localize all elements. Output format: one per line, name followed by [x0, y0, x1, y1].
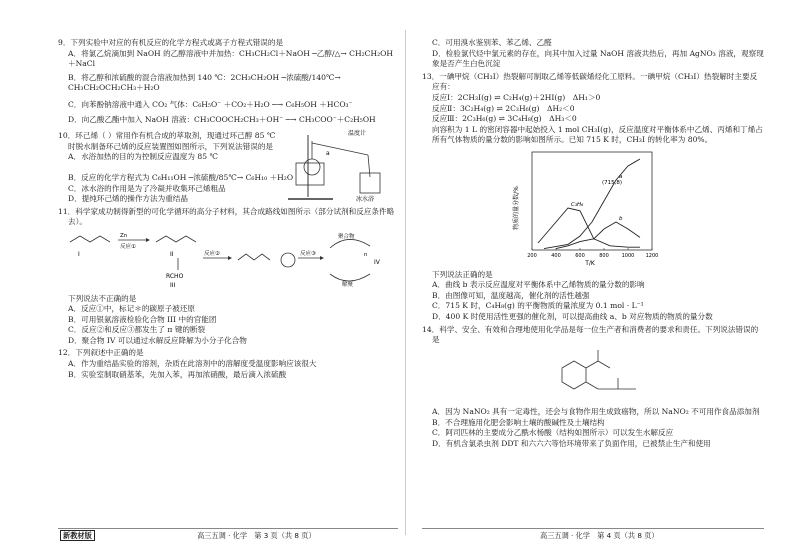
scheme-label-iv: IV: [374, 258, 380, 266]
scheme-label-ii: II: [170, 250, 174, 258]
q11-option-b: B．可用银氨溶液检验化合物 III 中的官能团: [68, 314, 217, 324]
aspirin-structure-figure: [422, 346, 764, 404]
q11-option-d: D．聚合物 IV 可以通过水解反应降解为小分子化合物: [68, 335, 247, 345]
temperature-fraction-chart: [422, 146, 764, 266]
q12-option-a: A．作为重结晶实验的溶剂，杂质在此溶剂中的溶解度受温度影响应该很大: [68, 359, 317, 369]
q11-stem: 11．科学家成功制得新型的可化学循环的高分子材料，其合成路线如图所示（部分试剂和反应条件略去）。: [58, 206, 395, 227]
q10-option-d: D．提纯环己烯的操作方法为重结晶: [68, 194, 188, 204]
q10-option-a: A．水浴加热的目的为控制反应温度为 85 ℃: [68, 152, 218, 162]
series-label-2: b: [619, 215, 623, 222]
question-11: [58, 207, 398, 347]
scheme-label-poly: 聚合物: [338, 233, 355, 240]
right-column: [422, 38, 764, 451]
q10-stem: 10．环己烯（ ）常用作有机合成的萃取剂，现通过环己醇 85 ℃时脱水制备环己烯的反应装置图如图所示，下列说法错误的是: [58, 131, 276, 151]
scheme-label-r2: 反应②: [204, 250, 220, 257]
q13-option-a: A．曲线 b 表示反应温度对平衡体系中乙烯物质的量分数的影响: [432, 280, 645, 290]
q13-info: 向容积为 1 L 的密闭容器中起始投入 1 mol CH₃I(g)，反应温度对平衡体系中乙烯、丙烯和丁烯占所有气体物质的量分数的影响如图所示。已知 715 K 时，CH₃I 的转化率为 80%。: [432, 124, 763, 145]
question-10: [58, 131, 398, 205]
series-label-1: a: [619, 173, 623, 180]
q9-option-c: C．向苯酚钠溶液中通入 CO₂ 气体：C₆H₅O⁻ ＋CO₂＋H₂O ─→ C₆H₅OH ＋HCO₃⁻: [68, 99, 353, 109]
q10-option-b: B．反应的化学方程式为 C₆H₁₁OH ─浓硫酸/85℃→ C₆H₁₀ ＋H₂O: [68, 172, 294, 182]
x-tick-label: 400: [551, 252, 561, 259]
x-tick-label: 200: [527, 252, 537, 259]
left-footer: [60, 531, 316, 541]
right-footer: [540, 531, 659, 541]
q9-stem: 9．下列实验中对应的有机反应的化学方程式或离子方程式错误的是: [58, 38, 284, 47]
scheme-label-iii: III: [170, 281, 176, 289]
q14-stem: 14．科学、安全、有效和合理地使用化学品是每一位生产者和消费者的要求和责任。下列说法错误的是: [422, 324, 759, 345]
left-footer-rule: [58, 528, 398, 529]
q9-option-a: A．将氯乙烷滴加到 NaOH 的乙醇溶液中并加热：CH₃CH₂Cl＋NaOH ─乙醇/△→ CH₂CH₂OH＋NaCl: [68, 48, 393, 69]
q9-option-b: B．将乙醇和浓硫酸的混合溶液加热到 140 ℃：2CH₃CH₂OH ─浓硫酸/140℃→ CH₃CH₂OCH₂CH₃＋H₂O: [68, 72, 341, 93]
scheme-label-i: I: [78, 250, 80, 258]
series-line-2: [556, 222, 640, 249]
column-divider: [405, 30, 406, 535]
scheme-label-zn: Zn: [120, 232, 128, 239]
q14-option-d: D．有机含氯杀虫剂 DDT 和六六六等恰环境带来了负面作用，已被禁止生产和使用: [432, 439, 711, 449]
edition-tag: 新教材版: [60, 530, 95, 541]
flask-label-a: a: [326, 150, 330, 158]
q12-option-d: D．检验氯代烃中氯元素的存在，向其中加入过量 NaOH 溶液共热后，再加 AgNO₃ 溶液，观察现象是否产生白色沉淀: [432, 48, 764, 69]
x-tick-label: 1200: [645, 252, 659, 259]
q13-reaction-2: 反应Ⅱ：3C₂H₄(g) ⇌ 2C₃H₆(g) ΔH₂＜0: [432, 103, 575, 113]
question-13: [422, 72, 764, 323]
synthesis-scheme-figure: [58, 228, 388, 290]
q14-option-b: B．不合理施用化肥会影响土壤的酸碱性及土壤结构: [432, 417, 605, 427]
chart-y-axis-label: 物质的量分数/%: [513, 186, 520, 230]
scheme-label-r1: 反应①: [120, 243, 136, 250]
q14-option-a: A．因为 NaNO₂ 具有一定毒性，还会与食物作用生成致癌物，所以 NaNO₂ 不可用作食品添加剂: [432, 407, 760, 417]
q12-option-b: B．实验室制取硝基苯，先加入苯，再加浓硝酸，最后滴入浓硫酸: [68, 369, 287, 379]
q13-reaction-3: 反应Ⅲ：2C₃H₆(g) ⇌ 3C₄H₈(g) ΔH₃＜0: [432, 114, 577, 124]
ice-bath-label: 冰水浴: [356, 196, 375, 204]
q13-option-b: B．由图像可知，温度越高，催化剂的活性越强: [432, 290, 590, 300]
q13-lead: 下列说法正确的是: [432, 269, 493, 279]
scheme-label-n: n: [364, 251, 368, 258]
q13-stem: 13．一碘甲烷（CH₃I）热裂解可制取乙烯等低碳烯烃化工原料。一碘甲烷（CH₃I）热裂解时主要反应有：: [422, 71, 758, 92]
right-page-number: 高三五调 · 化学 第 4 页（共 8 页）: [540, 531, 659, 540]
distillation-apparatus-figure: [278, 125, 393, 205]
q13-option-d: D．400 K 时使用活性更强的催化剂，可以提高曲线 a、b 对应物质的物质的量分数: [432, 311, 713, 321]
q11-option-a: A．反应①中，标记＊的碳原子被还原: [68, 304, 195, 314]
x-tick-label: 600: [575, 252, 585, 259]
q11-option-c: C．反应②和反应③都发生了 π 键的断裂: [68, 325, 206, 335]
series-line-0: [538, 208, 640, 247]
q13-option-c: C．715 K 时，C₄H₈(g) 的平衡物质的量浓度为 0.1 mol · L⁻¹: [432, 301, 644, 311]
q13-reaction-1: 反应Ⅰ：2CH₃I(g) ⇌ C₂H₄(g)＋2HI(g) ΔH₁＞0: [432, 92, 601, 102]
question-14: [422, 325, 764, 450]
question-12-cont: [422, 38, 764, 70]
chart-x-axis-label: T/K: [585, 259, 595, 266]
x-tick-label: 1000: [621, 252, 635, 259]
q9-option-d: D．向乙酸乙酯中加入 NaOH 溶液：CH₃COOCH₂CH₃＋OH⁻ ─→ CH₃COO⁻＋C₂H₅OH: [68, 114, 376, 124]
x-tick-label: 800: [599, 252, 609, 259]
scheme-label-rcho: RCHO: [166, 272, 184, 280]
thermometer-label: 温度计: [348, 130, 367, 138]
chart-annotation: (715,8): [602, 179, 623, 186]
chart-series: [538, 159, 640, 249]
q12-option-c: C．可用溴水鉴别苯、苯乙烯、乙醛: [432, 38, 552, 47]
q12-stem: 12．下列叙述中正确的是: [58, 348, 144, 358]
series-label-0: C₃H₆: [571, 201, 584, 208]
question-9: [58, 38, 398, 125]
left-column: [58, 38, 398, 381]
question-12: [58, 348, 398, 380]
q11-lead: 下列说法不正确的是: [68, 293, 137, 303]
q14-option-c: C．阿司匹林的主要成分乙酰水杨酸（结构如图所示）可以发生水解反应: [432, 428, 674, 438]
right-footer-rule: [422, 528, 764, 529]
scheme-label-r3: 反应③: [300, 250, 316, 257]
q10-option-c: C．冰水浴的作用是为了冷凝并收集环己烯粗品: [68, 183, 226, 193]
scheme-label-depoly: 解聚: [342, 281, 354, 288]
left-page-number: 高三五调 · 化学 第 3 页（共 8 页）: [197, 531, 316, 540]
